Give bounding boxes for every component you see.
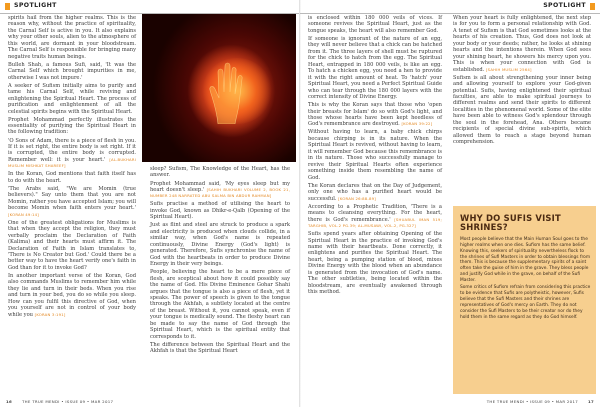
- section-accent-bar: [590, 3, 595, 10]
- paragraph: [8, 186, 136, 218]
- paragraph: [308, 204, 442, 230]
- source-citation: [SAHIH MUSLIM 2564]: [485, 66, 532, 72]
- right-column-2: [453, 15, 591, 147]
- magazine-issue: THE TRUE MENDI • ISSUE 09 • MAR 2017: [486, 399, 578, 404]
- left-column-2: [150, 166, 290, 356]
- paragraph: Bulleh Shah, a famous Sufi, said, 'It was the Carnal Self which brought impurities in me, otherwise I was not impure.': [8, 61, 136, 81]
- quote: 'The Arabs said, "We are Momin (true believers)." Say unto them that you are not Momin, rather you have accepted Islam; you will become Momin when faith enters your heart.': [8, 185, 136, 212]
- page-header-right: [300, 0, 600, 14]
- source-citation: [AL-BUKHARI MUSLIM MISHKAT SHAREEF]: [8, 156, 137, 169]
- paragraph: Sufis spend years after obtaining Opening of the Spiritual Heart in the practice of invoking God's name with their heartbeats. Done correctly, it enlightens and purifies the Spiritual Heart. The heart, being a pumping station of blood, mixes Divine Energy with the blood when an abundance is generated from the invocation of God's name. The other subtleties, being located within the bloodstream, are eventually awakened through this method.: [308, 231, 442, 296]
- source-citation: [SHUABUL IMAN 519; TARGHIB, VOL.2 PG.39; AL-MUSAWI, VOL.2, PG.327]: [308, 216, 443, 229]
- sidebar-paragraph: Some critics of Sufism refrain from considering this practice to be evidence that Sufis are polytheistic, however, Sufis believe that the Sufi Masters and their shrines are representatives of God's mercy on Earth. They do not consider the Sufi Masters to be their creator nor do they hold them in the same regard as they do God himself.: [460, 285, 591, 320]
- source-citation: [SAHIH BUKHARI VOLUME 2, BOOK 21, NUMBER 248 NARRATED ABU SALMA BIN ABDUR RAHMAN]: [150, 186, 290, 199]
- sidebar-body: [460, 237, 591, 322]
- paragraph: [308, 183, 442, 202]
- paragraph: [8, 138, 136, 170]
- text: The Koran declares that on the Day of Judgement, only one who has a purified heart would be successful.: [308, 182, 442, 202]
- section-accent-bar: [5, 3, 10, 10]
- paragraph: If someone is ignorant of the nature of an egg, they will never believe that a chick can be hatched from it. The three layers of shell must be ruptured for the chick to hatch from the egg. The Spiritual Heart, entrapped in 180 000 veils, is like an egg. To hatch a chicken egg, you need a hen to provide it with the right amount of heat. To 'hatch' your Spiritual Heart, you need a Perfect Spiritual Guide who can tear through the 180 000 layers with the correct intensity of Divine Energy.: [308, 35, 442, 101]
- page-header-left: [0, 0, 300, 14]
- source-citation: [KORAN 26:88-89]: [338, 195, 376, 201]
- page-footer-left: [0, 397, 300, 407]
- section-tag: SPOTLIGHT: [14, 2, 57, 9]
- right-column-1: [308, 15, 442, 297]
- paragraph: [8, 273, 136, 318]
- paragraph: [453, 15, 591, 73]
- paragraph: Sufis practise a method of utilising the heart to invoke God, known as Dhikr-e-Qalb (Opening of the Spiritual Heart).: [150, 201, 290, 221]
- text: In another important verse of the Koran, God also commands Muslims to remember him while they lie and turn in their beds. When you rise and turn in your bed, you do so while you sleep. How can you fulfil this directive of God, when you yourself are not in control of your body while you: [8, 272, 136, 318]
- source-citation: [KORAN 49:14]: [8, 211, 39, 217]
- paragraph: spirits hail from the higher realms. This is the reason why, without the practice of spirituality, the Carnal Self is active in you. It also explains why your other souls, alien to the atmosphere of this world, are dormant in your bloodstream. The Carnal Self is responsible for bringing many negative traits human beings.: [8, 15, 136, 60]
- quote: Prophet Mohammad said, 'My eyes sleep but my heart doesn't sleep.': [150, 180, 290, 193]
- glowing-hand-image: [142, 14, 296, 162]
- section-tag: SPOTLIGHT: [543, 2, 586, 9]
- magazine-issue: THE TRUE MENDI • ISSUE 09 • MAR 2017: [22, 399, 114, 404]
- right-page: [300, 0, 600, 407]
- paragraph: Without having to learn, a baby chick chirps because chirping is in its nature. When the Spiritual Heart is revived, without having to learn, it will remember God because this remembrance is in its nature. Those who successfully manage to revive their Spiritual Hearts often experience something inside them resembling the name of God.: [308, 129, 442, 181]
- paragraph: People, believing the heart to be a mere piece of flesh, are sceptical about how it could possibly say the name of God. His Divine Eminence Gohar Shahi argues that the tongue is also a piece of flesh, yet it speaks. The power of speech is given to the tongue through the Akhfah, a subtlety located at the centre of the breast. Without it, you cannot speak, even if your tongue is medically sound. The fleshy heart can be made to say the name of God through the Spiritual Heart, which is the spiritual entity that corresponds to it.: [150, 269, 290, 340]
- page-number: 16: [6, 399, 13, 404]
- source-citation: [KORAN 3:191]: [34, 311, 66, 317]
- paragraph: One of the greatest obligations for Muslims is that when they accept the religion, they must verbally proclaim the Declaration of Faith (Kalima) and their hearts must affirm it. The Declaration of Faith in Islam translates to, 'There is No Creator but God.' Could there be a better way to have the heart verify one's faith in God than for it to invoke God?: [8, 219, 136, 271]
- paragraph: A seeker of Sufism initially aims to purify and tame his Carnal Self, while reviving and enlightening the Spiritual Heart. The process of purification and enlightenment of all the celestial spirits begins with the Spiritual Heart.: [8, 82, 136, 115]
- text: This is why the Koran says that those who 'open their breasts for Islam' do so with God's light, and those whose hearts have been kept heedless of God's remembrance are destroyed.: [308, 102, 442, 128]
- quote: According to a Prophetic Tradition, 'There is a means to cleansing everything. For the heart, there is God's remembrance.': [308, 203, 442, 223]
- paragraph: [308, 102, 442, 128]
- sidebar-title: WHY DO SUFIS VISIT SHRINES?: [460, 213, 561, 233]
- quote: 'O Sons of Adam, there is a piece of flesh in you. If it is set right, the entire body is set right. If it is corrupted, the entire body is corrupted. Remember well: it is your heart.': [8, 137, 136, 163]
- page-number: 17: [587, 399, 594, 404]
- paragraph: In the Koran, God mentions that faith itself has to do with the heart.: [8, 171, 136, 184]
- page-footer-right: [300, 397, 600, 407]
- sidebar-paragraph: Most people believe that the Main Human Soul goes to the higher realms when one dies. Sufism has the same belief. Knowing this, seekers of spirituality nevertheless flock to the shrines of Sufi Masters in order to obtain blessings from them. This is because the supplementary spirits of a saint often take the guise of him in the grave. They bless people and justify God while in the grave, on behalf of the Sufi Master.: [460, 237, 591, 283]
- shrines-sidebar-box: [453, 206, 596, 394]
- text: When your heart is fully enlightened, the next step is for you to form a personal relationship with God. A tenet of Sufism is that God sometimes looks at the hearts of his creation. Thus, God does not look at your body or your deeds; rather, he looks at shining hearts and the intentions therein. When God sees your shining heart, he showers his mercy upon you. This is when your connection with God is established.: [453, 15, 591, 73]
- paragraph: Sufism is all about strengthening your inner being and allowing yourself to explore your God-given potential. Sufis, having enlightened their spiritual faculties, are able to make spiritual journeys to different realms and send their spirits to different localities in the phenomenal world. Some of the elite have been able to witness God's splendour through the soul in the forehead, Ana. Others became recipients of special divine sub-spirits, which allowed them to reach a stage beyond human comprehension.: [453, 74, 591, 146]
- left-column-1: [8, 15, 136, 320]
- paragraph: The difference between the Spiritual Heart and the Akhfah is that the Spiritual Heart: [150, 341, 290, 355]
- paragraph: [150, 181, 290, 200]
- paragraph: is enclosed within 180 000 veils of vices. If someone revives the Spiritual Heart, just as the tongue speaks, the heart will also remember God.: [308, 15, 442, 34]
- paragraph: Just as flint and steel are struck to produce a spark and electricity is produced when clouds collide, in a similar way, when God's name is repeated continuously, Divine Energy (God's light) is generated. Therefore, Sufis synchronise the name of God with the heartbeats in order to produce Divine Energy in their very beings.: [150, 222, 290, 268]
- source-citation: [KORAN 39:22]: [401, 121, 433, 127]
- hand-illustration: [200, 54, 250, 124]
- paragraph: Prophet Mohammad perfectly illustrates the essentiality of purifying the Spiritual Heart in the following tradition:: [8, 116, 136, 136]
- paragraph: sleep? Sufism, The Knowledge of the Heart, has the answer.: [150, 166, 290, 179]
